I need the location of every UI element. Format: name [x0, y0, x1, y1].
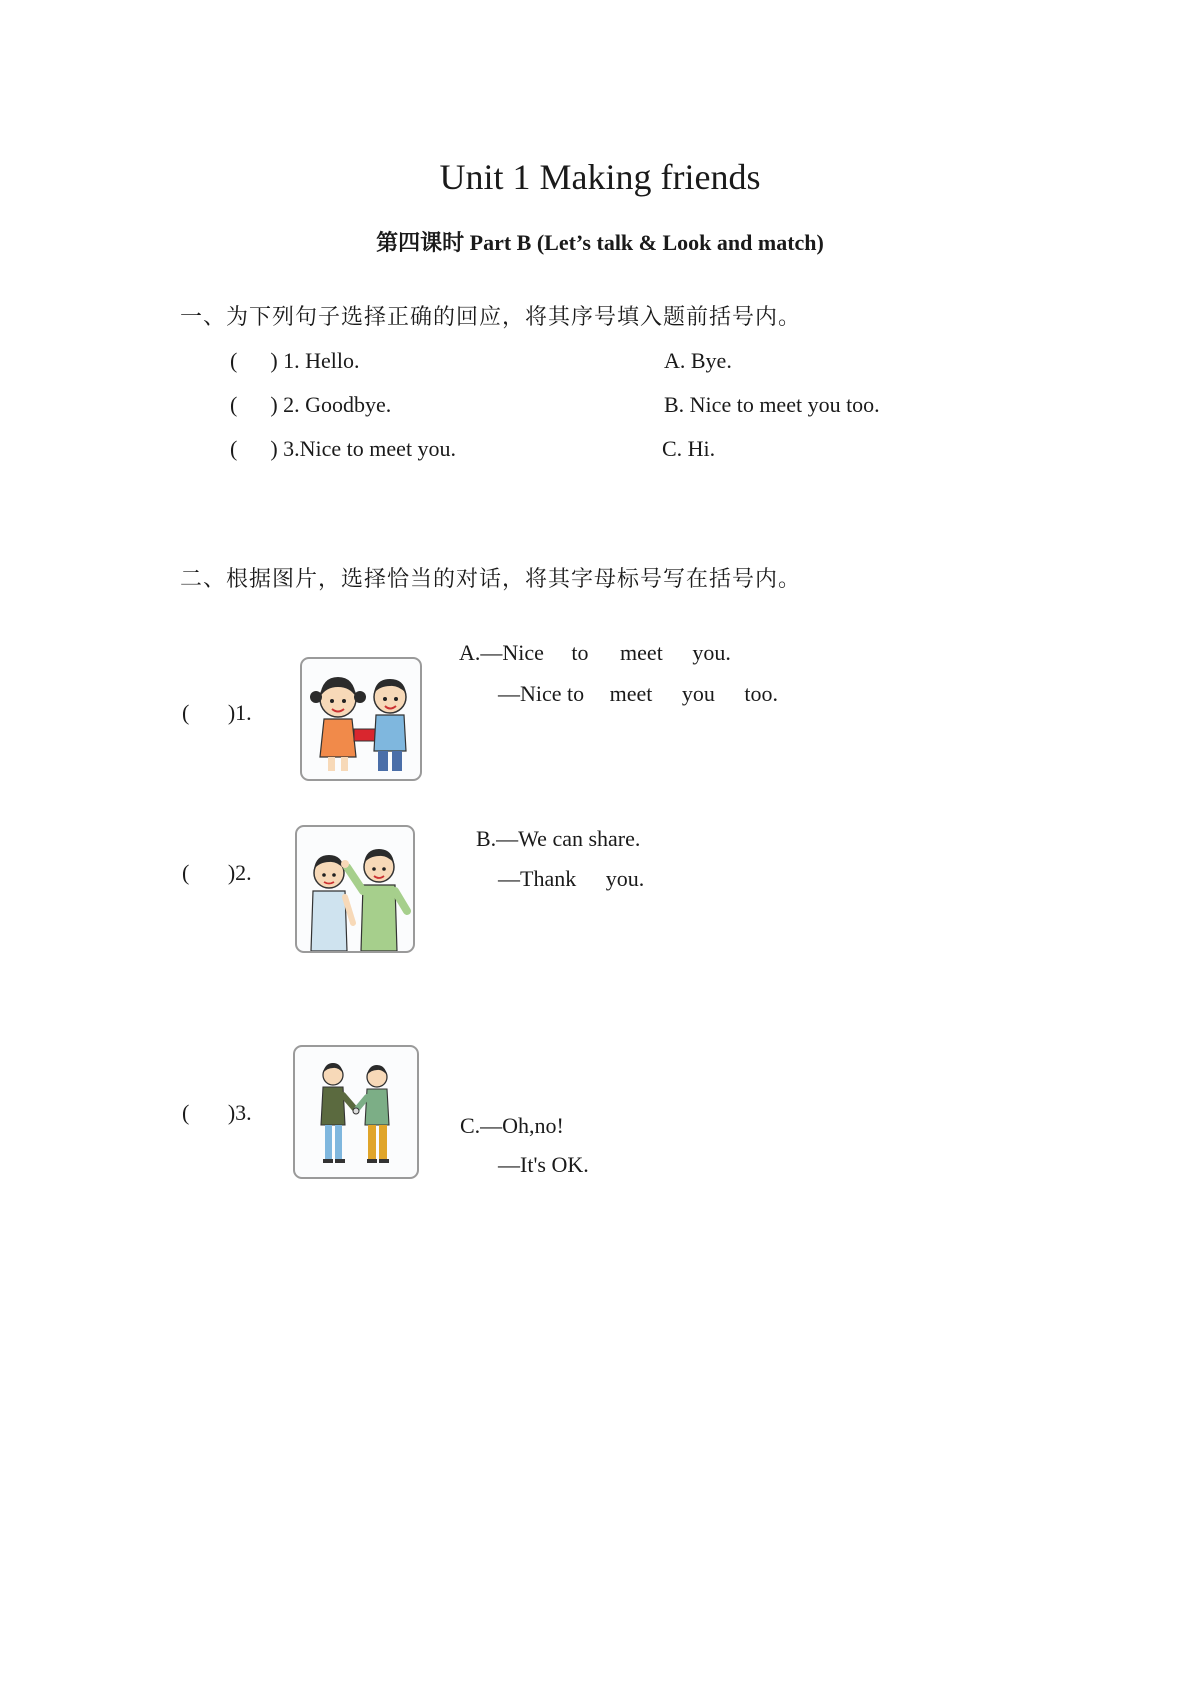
word: —It's OK. [498, 1152, 589, 1177]
word: meet [620, 640, 663, 665]
answer-blank[interactable]: ( ) [230, 392, 278, 417]
option-a-line1 [459, 640, 731, 666]
match-item-3 [182, 1100, 252, 1126]
response-c: C. Hi. [662, 436, 716, 461]
worksheet-title: Unit 1 Making friends [439, 157, 761, 197]
answer-blank[interactable]: ( ) [230, 348, 278, 373]
question-text: 2. Goodbye. [283, 392, 392, 417]
word: too. [744, 681, 779, 706]
response-a: A. Bye. [664, 348, 732, 373]
option-a-line2 [498, 681, 778, 707]
word: C.—Oh,no! [460, 1113, 564, 1138]
section2-heading: 二、根据图片，选择恰当的对话，将其字母标号写在括号内。 [180, 567, 802, 592]
word: A.—Nice [459, 640, 544, 665]
word: —Nice to [498, 681, 585, 706]
question-1 [230, 348, 360, 374]
section1-heading: 一、为下列句子选择正确的回应，将其序号填入题前括号内。 [180, 305, 802, 330]
item-number: 1. [235, 700, 252, 725]
word: you. [692, 640, 731, 665]
answer-blank[interactable]: ( ) [182, 1100, 236, 1125]
worksheet-subtitle: 第四课时 Part B (Let’s talk & Look and match) [376, 230, 824, 255]
item-number: 3. [235, 1100, 252, 1125]
item-number: 2. [235, 860, 252, 885]
picture-girl-gives-gift [300, 657, 422, 781]
question-2 [230, 392, 391, 418]
word: meet [609, 681, 653, 706]
word: —Thank [498, 866, 577, 891]
picture-boys-exchange [293, 1045, 419, 1179]
option-c-line2 [498, 1152, 589, 1178]
answer-blank[interactable]: ( ) [230, 436, 278, 461]
response-b: B. Nice to meet you too. [664, 392, 880, 417]
match-item-2 [182, 860, 252, 886]
option-b-line2 [498, 866, 644, 892]
word: you [681, 681, 715, 706]
question-text: 1. Hello. [283, 348, 360, 373]
option-c-line1 [460, 1113, 564, 1139]
word: to [571, 640, 589, 665]
picture-boys-waving [295, 825, 415, 953]
option-b-line1 [476, 826, 640, 852]
question-text: 3.Nice to meet you. [283, 436, 457, 461]
answer-blank[interactable]: ( ) [182, 700, 236, 725]
answer-blank[interactable]: ( ) [182, 860, 236, 885]
match-item-1 [182, 700, 252, 726]
word: you. [605, 866, 645, 891]
word: B.—We can share. [476, 826, 641, 851]
question-3 [230, 436, 456, 462]
